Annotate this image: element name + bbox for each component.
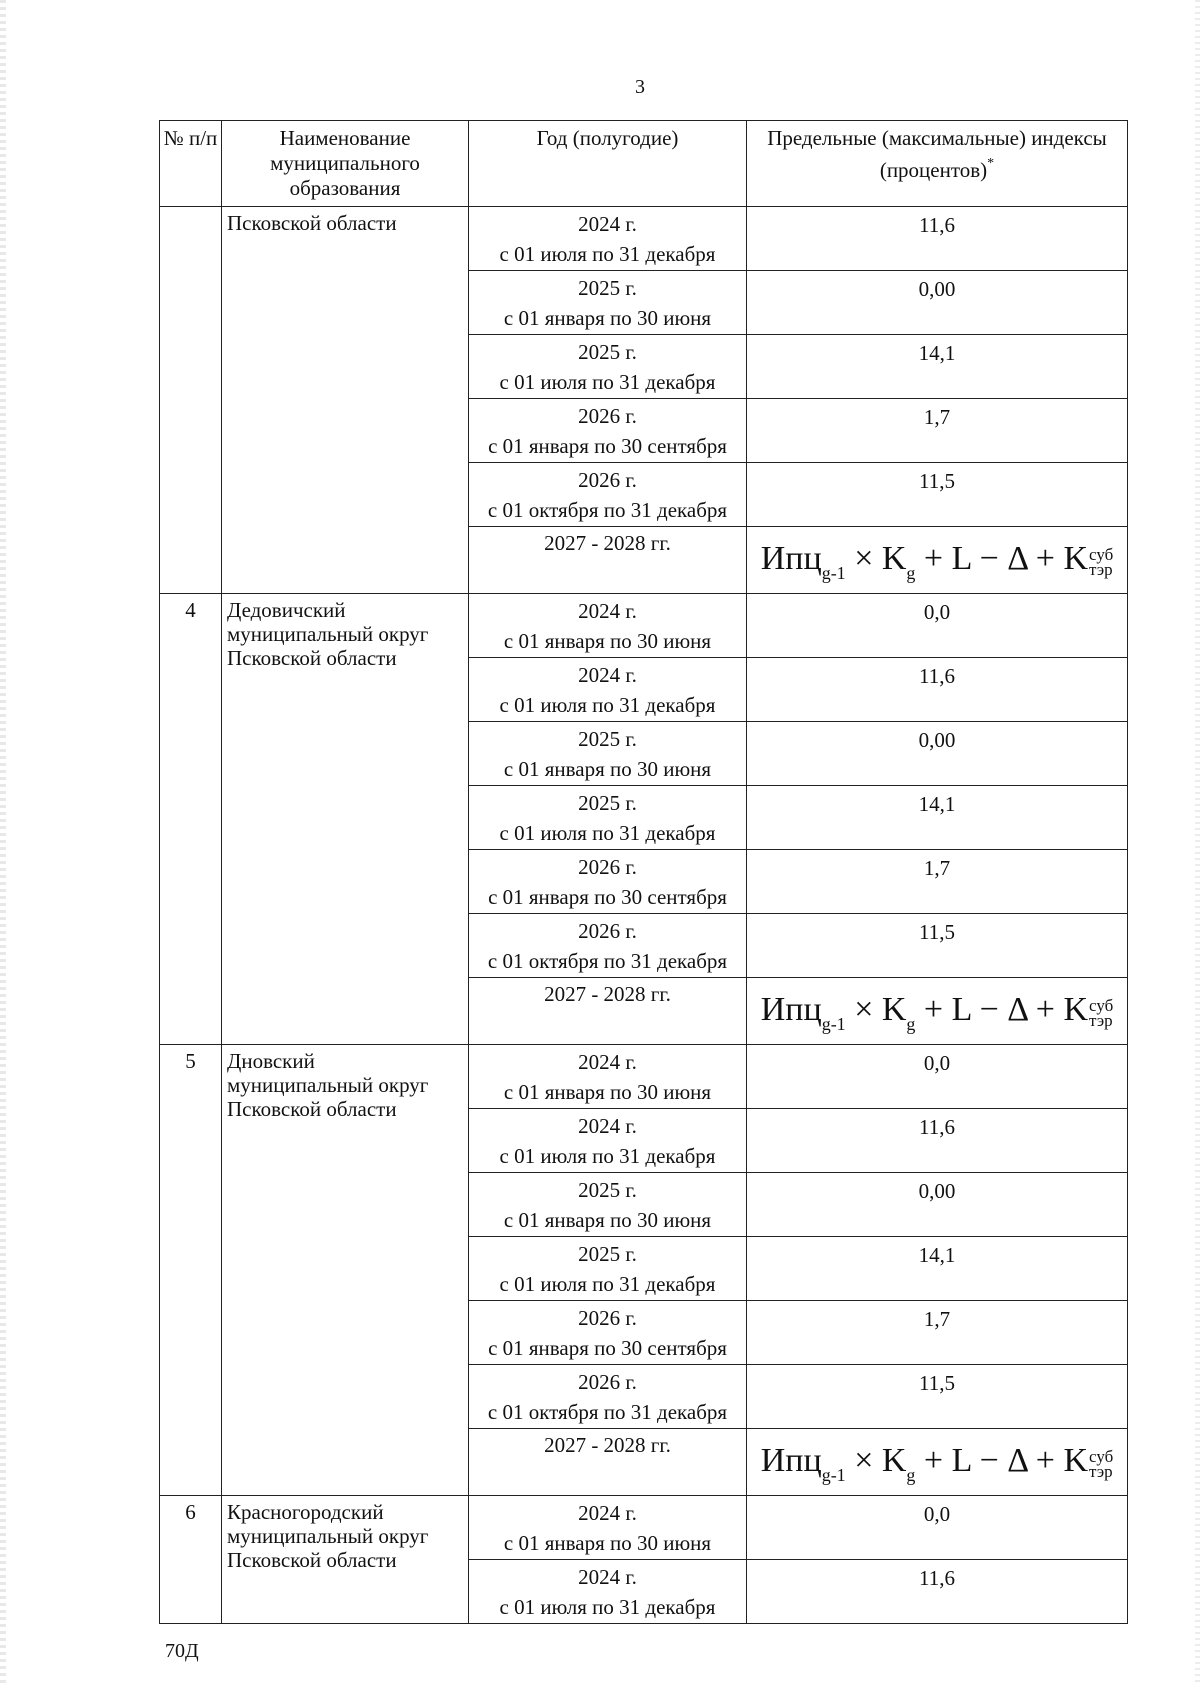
period-range: с 01 июля по 31 декабря xyxy=(499,693,716,717)
period-cell xyxy=(469,1365,747,1429)
period-year: 2026 г. xyxy=(578,404,637,428)
period-year: 2024 г. xyxy=(578,1565,637,1589)
index-value: 0,00 xyxy=(747,722,1128,786)
table-body xyxy=(160,207,1128,1624)
period-range: с 01 октября по 31 декабря xyxy=(487,949,728,973)
formula-mid1: × K xyxy=(845,540,907,577)
period-year: 2026 г. xyxy=(578,468,637,492)
index-value: 1,7 xyxy=(747,399,1128,463)
header-index-text: Предельные (максимальные) индексы (процентов) xyxy=(767,126,1107,182)
period-range: с 01 января по 30 сентября xyxy=(488,434,727,458)
period-range: с 01 января по 30 июня xyxy=(503,1208,712,1232)
formula-sup: суб xyxy=(1089,545,1114,564)
period-cell xyxy=(469,271,747,335)
index-value: 14,1 xyxy=(747,1237,1128,1301)
table-row xyxy=(160,1496,1128,1560)
period-cell xyxy=(469,1237,747,1301)
formula-stack xyxy=(1089,547,1113,577)
period-year: 2026 г. xyxy=(578,1370,637,1394)
scan-edge-right xyxy=(1195,0,1200,1686)
period-span: 2027 - 2028 гг. xyxy=(469,527,747,594)
index-value: 14,1 xyxy=(747,335,1128,399)
formula-base: Ипц xyxy=(760,991,822,1028)
index-value: 1,7 xyxy=(747,850,1128,914)
table-row xyxy=(160,594,1128,658)
period-year: 2024 г. xyxy=(578,212,637,236)
formula-base-sub: g-1 xyxy=(821,1465,846,1485)
formula-base: Ипц xyxy=(760,540,822,577)
period-cell xyxy=(469,1301,747,1365)
period-range: с 01 января по 30 июня xyxy=(503,757,712,781)
period-cell xyxy=(469,786,747,850)
formula-stack xyxy=(1089,1449,1113,1479)
formula-base-sub: g-1 xyxy=(821,563,846,583)
period-year: 2024 г. xyxy=(578,1050,637,1074)
header-period: Год (полугодие) xyxy=(469,121,747,207)
period-range: с 01 июля по 31 декабря xyxy=(499,1272,716,1296)
period-cell xyxy=(469,722,747,786)
index-value: 11,6 xyxy=(747,1109,1128,1173)
period-range: с 01 октября по 31 декабря xyxy=(487,1400,728,1424)
period-range: с 01 июля по 31 декабря xyxy=(499,370,716,394)
index-value: 11,6 xyxy=(747,1560,1128,1624)
period-range: с 01 января по 30 июня xyxy=(503,629,712,653)
row-number xyxy=(160,207,222,594)
period-range: с 01 июля по 31 декабря xyxy=(499,1144,716,1168)
index-table xyxy=(159,120,1128,1624)
formula-cell xyxy=(747,978,1128,1045)
formula-mid2: + L − Δ + K xyxy=(915,991,1088,1028)
period-cell xyxy=(469,1173,747,1237)
formula-cell xyxy=(747,1429,1128,1496)
index-value: 0,00 xyxy=(747,1173,1128,1237)
row-number: 5 xyxy=(160,1045,222,1496)
index-value: 0,0 xyxy=(747,1496,1128,1560)
period-range: с 01 июля по 31 декабря xyxy=(499,1595,716,1619)
table-row xyxy=(160,1045,1128,1109)
index-value: 11,5 xyxy=(747,1365,1128,1429)
period-cell xyxy=(469,658,747,722)
period-cell xyxy=(469,914,747,978)
formula-sub: тэр xyxy=(1089,1011,1113,1030)
period-range: с 01 января по 30 июня xyxy=(503,306,712,330)
index-value: 0,00 xyxy=(747,271,1128,335)
period-year: 2025 г. xyxy=(578,276,637,300)
period-span: 2027 - 2028 гг. xyxy=(469,1429,747,1496)
row-number: 6 xyxy=(160,1496,222,1624)
period-cell xyxy=(469,1045,747,1109)
index-value: 14,1 xyxy=(747,786,1128,850)
formula-mid1-sub: g xyxy=(906,563,916,583)
period-year: 2024 г. xyxy=(578,599,637,623)
header-name: Наименование муниципального образования xyxy=(222,121,469,207)
formula-mid1-sub: g xyxy=(906,1465,916,1485)
period-cell xyxy=(469,1560,747,1624)
period-range: с 01 января по 30 июня xyxy=(503,1531,712,1555)
page-number: 3 xyxy=(635,76,645,98)
period-cell xyxy=(469,399,747,463)
period-cell xyxy=(469,1109,747,1173)
period-year: 2026 г. xyxy=(578,855,637,879)
period-cell xyxy=(469,1496,747,1560)
period-range: с 01 января по 30 сентября xyxy=(488,885,727,909)
period-cell xyxy=(469,463,747,527)
index-value: 11,6 xyxy=(747,658,1128,722)
period-range: с 01 июля по 31 декабря xyxy=(499,242,716,266)
period-year: 2025 г. xyxy=(578,791,637,815)
period-cell xyxy=(469,594,747,658)
header-index-mark: * xyxy=(987,156,995,171)
period-cell xyxy=(469,207,747,271)
period-year: 2025 г. xyxy=(578,727,637,751)
period-year: 2024 г. xyxy=(578,663,637,687)
formula-mid1: × K xyxy=(845,1442,907,1479)
table-row xyxy=(160,207,1128,271)
municipality-name: Дедовичский муниципальный округ Псковской области xyxy=(222,594,469,1045)
formula-sub: тэр xyxy=(1089,560,1113,579)
period-cell xyxy=(469,335,747,399)
formula-sup: суб xyxy=(1089,1447,1114,1466)
formula-mid1: × K xyxy=(845,991,907,1028)
formula-sub: тэр xyxy=(1089,1462,1113,1481)
index-value: 11,6 xyxy=(747,207,1128,271)
index-value: 11,5 xyxy=(747,914,1128,978)
header-index xyxy=(747,121,1128,207)
table-header-row xyxy=(160,121,1128,207)
formula-mid1-sub: g xyxy=(906,1014,916,1034)
formula-cell xyxy=(747,527,1128,594)
footer-code: 70Д xyxy=(165,1640,199,1662)
period-range: с 01 января по 30 июня xyxy=(503,1080,712,1104)
period-range: с 01 июля по 31 декабря xyxy=(499,821,716,845)
period-year: 2026 г. xyxy=(578,919,637,943)
period-year: 2024 г. xyxy=(578,1501,637,1525)
formula-sup: суб xyxy=(1089,996,1114,1015)
period-cell xyxy=(469,850,747,914)
scan-edge-left xyxy=(0,0,6,1686)
municipality-name: Красногородский муниципальный округ Псковской области xyxy=(222,1496,469,1624)
period-span: 2027 - 2028 гг. xyxy=(469,978,747,1045)
formula-base: Ипц xyxy=(760,1442,822,1479)
header-num: № п/п xyxy=(160,121,222,207)
formula-mid2: + L − Δ + K xyxy=(915,540,1088,577)
period-range: с 01 января по 30 сентября xyxy=(488,1336,727,1360)
period-year: 2024 г. xyxy=(578,1114,637,1138)
formula-stack xyxy=(1089,998,1113,1028)
index-value: 0,0 xyxy=(747,1045,1128,1109)
formula-mid2: + L − Δ + K xyxy=(915,1442,1088,1479)
index-value: 11,5 xyxy=(747,463,1128,527)
index-value: 0,0 xyxy=(747,594,1128,658)
row-number: 4 xyxy=(160,594,222,1045)
municipality-name: Дновский муниципальный округ Псковской области xyxy=(222,1045,469,1496)
municipality-name: Псковской области xyxy=(222,207,469,594)
period-year: 2025 г. xyxy=(578,1178,637,1202)
period-range: с 01 октября по 31 декабря xyxy=(487,498,728,522)
formula-base-sub: g-1 xyxy=(821,1014,846,1034)
index-value: 1,7 xyxy=(747,1301,1128,1365)
period-year: 2025 г. xyxy=(578,340,637,364)
period-year: 2026 г. xyxy=(578,1306,637,1330)
period-year: 2025 г. xyxy=(578,1242,637,1266)
